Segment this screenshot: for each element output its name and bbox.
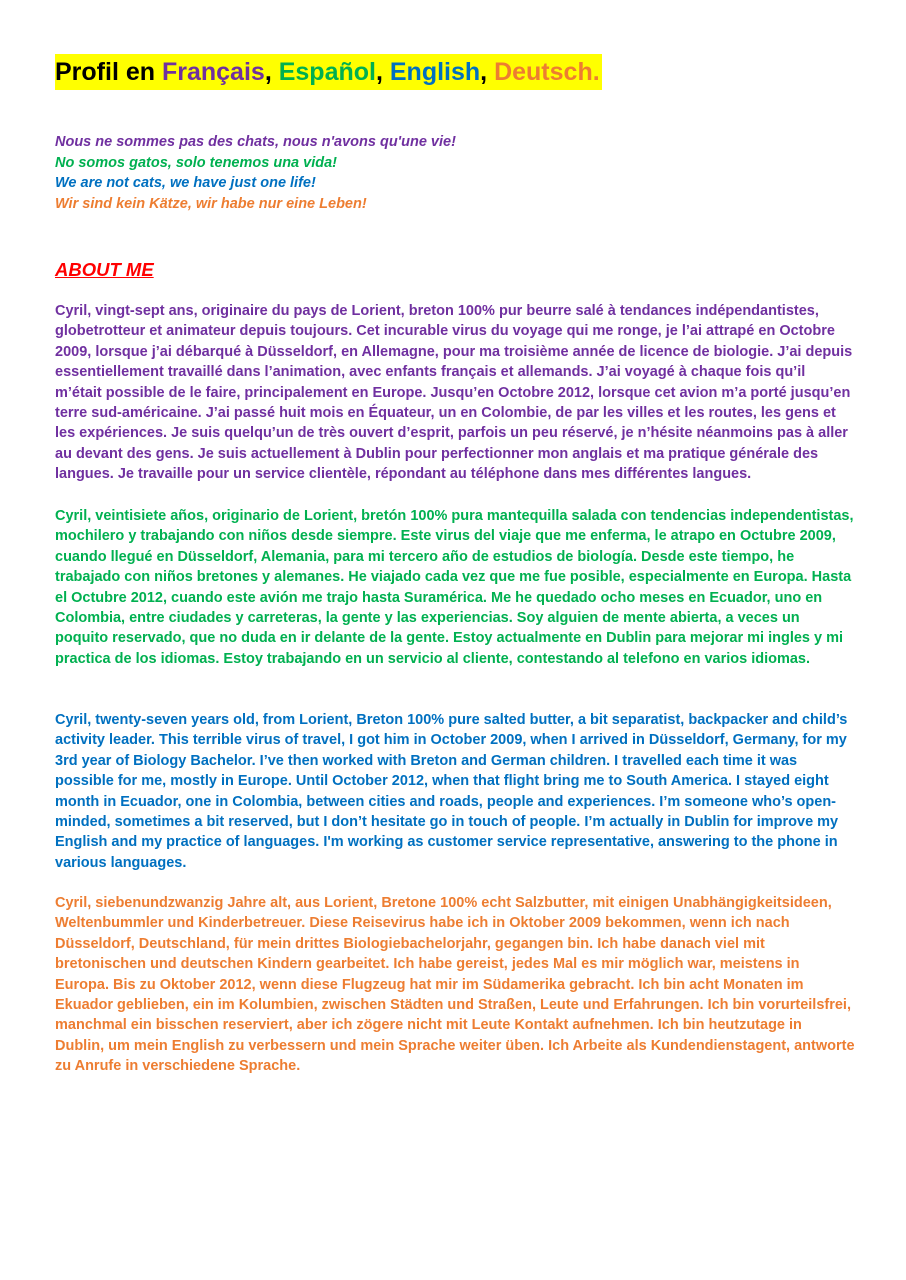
about-paragraph-french: Cyril, vingt-sept ans, originaire du pays de Lorient, breton 100% pur beurre salé à tendances indépendantistes, globetrotteur et animateur depuis toujours. Cet incurable virus du voyage qui me ronge, je l’ai attrapé en Octobre 2009, lorsque j’ai débarqué à Düsseldorf, en Allemagne, pour ma troisième année de licence de biologie. J’ai depuis essentiellement travaillé dans l’animation, avec enfants français et allemands. J’ai voyagé à chaque fois qu’il m’était possible de le faire, principalement en Europe. Jusqu’en Octobre 2012, lorsque cet avion m’a porté jusqu’en terre sud-américaine. J’ai passé huit mois en Équateur, un en Colombie, de par les villes et les routes, les gens et les expériences. Je suis quelqu’un de très ouvert d’esprit, parfois un peu réservé, je n’hésite néanmoins pas à aller au devant des gens. Je suis actuellement à Dublin pour perfectionner mon anglais et ma pratique générale des langues. Je travaille pour un service clientèle, répondant au téléphone dans mes différentes langues. <box>55 303 853 483</box>
title-prefix: Profil en <box>55 58 156 86</box>
title-separator: , <box>264 58 272 86</box>
title-separator: , <box>480 58 488 86</box>
about-paragraph-english: Cyril, twenty-seven years old, from Lorient, Breton 100% pure salted butter, a bit separatist, backpacker and child’s activity leader. This terrible virus of travel, I got him in October 2009, when I arrived in Düsseldorf, Germany, for my 3rd year of Biology Bachelor. I’ve then worked with Breton and German children. I travelled each time it was possible for me, mostly in Europe. Until October 2012, when that flight bring me to South America. I stayed eight month in Ecuador, one in Colombia, between cities and roads, people and experiences. I’m someone who’s open-minded, sometimes a bit reserved, but I don’t hesitate go in touch of people. I’m actually in Dublin for improve my English and my practice of languages. I'm working as customer service representative, answering to the phone in various languages. <box>55 712 848 871</box>
title-lang-english: English <box>389 58 481 86</box>
page-title <box>55 54 602 90</box>
title-lang-french: Français <box>161 58 265 86</box>
title-lang-spanish: Español <box>278 58 376 86</box>
motto-french: Nous ne sommes pas des chats, nous n'avons qu'une vie! <box>55 134 456 150</box>
motto-block <box>55 132 456 214</box>
about-me-heading: ABOUT ME <box>55 259 154 280</box>
motto-german: Wir sind kein Kätze, wir habe nur eine Leben! <box>55 195 367 212</box>
title-separator: , <box>375 58 383 86</box>
about-paragraph-german: Cyril, siebenundzwanzig Jahre alt, aus Lorient, Bretone 100% echt Salzbutter, mit einigen Unabhängigkeitsideen, Weltenbummler und Kinderbetreuer. Diese Reisevirus habe ich in Oktober 2009 bekommen, wenn ich nach Düsseldorf, Deutschland, für mein drittes Biologiebachelorjahr, gegangen bin. Ich habe danach viel mit bretonischen und deutschen Kindern gearbeitet. Ich habe gereist, jedes Mal es mir möglich war, meistens in Europa. Bis zu Oktober 2012, wenn diese Flugzeug hat mir im Südamerika gebracht. Ich bin acht Monaten im Ekuador geblieben, ein im Kolumbien, zwischen Städten und Straßen, Leute und Erfahrungen. Ich bin vorurteilsfrei, manchmal ein bisschen reserviert, aber ich zögere nicht mit Leute Kontakt aufnehmen. Ich bin heutzutage in Dublin, um mein English zu verbessern und mein Sprache weiter üben. Ich Arbeite als Kundendienstagent, antworte zu Anrufe in verschiedene Sprache. <box>55 895 855 1075</box>
about-paragraph-spanish: Cyril, veintisiete años, originario de Lorient, bretón 100% pura mantequilla salada con tendencias independentistas, mochilero y trabajando con niños desde siempre. Este virus del viaje que me enferma, le atrapo en Octubre 2009, cuando llegué en Düsseldorf, Alemania, para mi tercero año de estudios de biología. Desde este tiempo, he trabajado con niños bretones y alemanes. He viajado cada vez que me fue posible, especialmente en Europa. Hasta el Octubre 2012, cuando este avión me trajo hasta Suramérica. Me he quedado ocho meses en Ecuador, uno en Colombia, entre ciudades y carreteras, la gente y las experiencias. Soy alguien de mente abierta, a veces un poquito reservado, que no duda en ir delante de la gente. Estoy actualmente en Dublin para mejorar mi ingles y mi practica de los idiomas. Estoy trabajando en un servicio al cliente, contestando al telefono en varios idiomas. <box>55 508 854 667</box>
title-lang-german: Deutsch. <box>494 58 600 86</box>
motto-english: We are not cats, we have just one life! <box>55 175 316 191</box>
motto-spanish: No somos gatos, solo tenemos una vida! <box>55 154 337 171</box>
